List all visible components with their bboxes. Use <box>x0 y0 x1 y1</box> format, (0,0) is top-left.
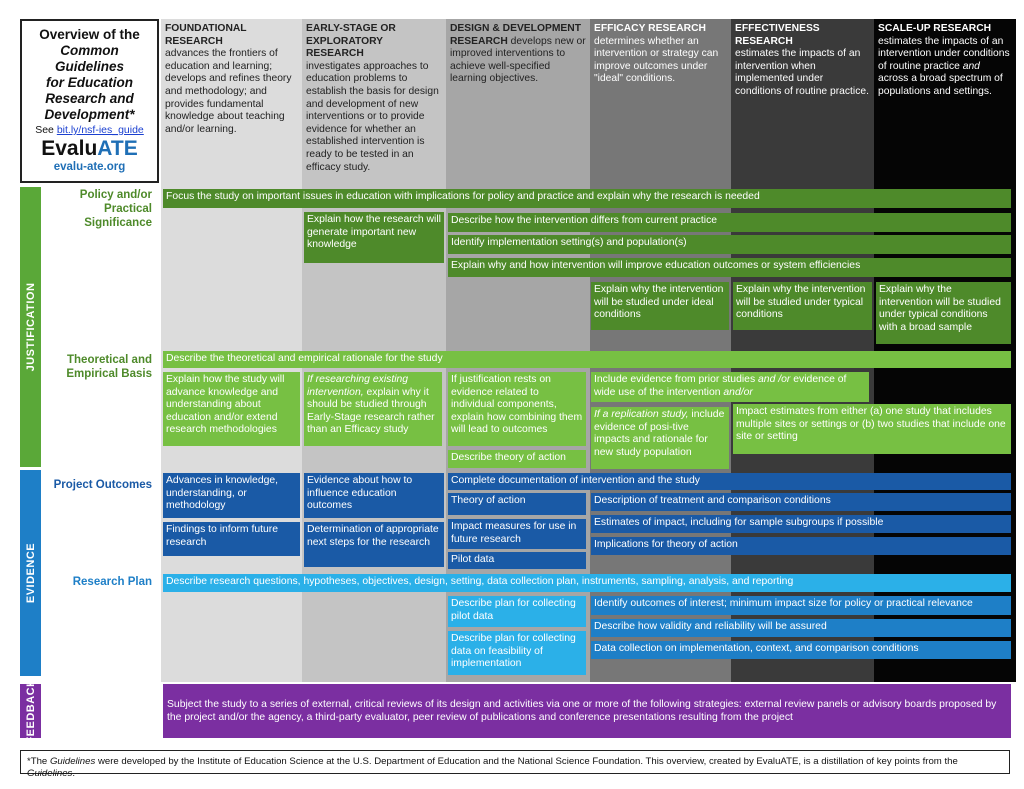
policy-all-cell: Focus the study on important issues in education with implications for policy and practice and explain why the research is needed <box>163 189 1011 208</box>
plan-outcomes-cell: Identify outcomes of interest; minimum impact size for policy or practical relevance <box>591 596 1011 615</box>
plan-validity-cell: Describe how validity and reliability will be assured <box>591 619 1011 637</box>
col-desc-efficacy: determines whether an intervention or strategy can improve outcomes under "ideal" conditions. <box>594 35 719 85</box>
col-title-efficacy: EFFICACY RESEARCH <box>594 23 706 34</box>
section-justification-label: JUSTIFICATION <box>24 282 37 372</box>
footnote-c: . <box>72 768 76 779</box>
theory-replication-italic: If a replication study, <box>594 409 689 420</box>
plan-pilot-cell: Describe plan for collecting pilot data <box>448 596 586 627</box>
out-implications-cell: Implications for theory of action <box>591 537 1011 555</box>
out-found-knowledge-cell: Advances in knowledge, understanding, or methodology <box>163 473 300 518</box>
policy-effective-cell: Explain why the intervention will be studied under typical conditions <box>733 282 872 330</box>
title-line-4: Research and <box>45 91 134 106</box>
theory-explore-italic: If researching existing intervention, <box>307 374 409 398</box>
theory-impact-cell: Impact estimates from either (a) one study that includes multiple sites or settings or (b) two studies that include one site or setting <box>733 404 1011 454</box>
section-evidence-label: EVIDENCE <box>24 542 37 604</box>
row-label-plan: Research Plan <box>72 576 152 588</box>
theory-replication-cell <box>591 407 729 469</box>
plan-collection-cell: Data collection on implementation, context, and comparison conditions <box>591 641 1011 659</box>
out-estimates-cell: Estimates of impact, including for sample subgroups if possible <box>591 515 1011 533</box>
col-desc-scaleup-b: across a broad spectrum of populations and settings. <box>878 73 1003 97</box>
col-desc-exploratory: investigates approaches to education problems to establish the basis for design and development of new interventions or to provide evidence for whether an established intervention is ready to be tested in an efficacy study. <box>306 60 439 173</box>
logo-ate: ATE <box>97 137 138 160</box>
col-title-exploratory: EARLY-STAGE OR EXPLORATORY RESEARCH <box>306 23 396 60</box>
theory-explore-cell <box>304 372 442 446</box>
col-desc-scaleup-a: estimates the impacts of an intervention under conditions of routine practice <box>878 35 1010 72</box>
theory-found-cell: Explain how the study will advance knowledge and understanding about education and/or extend research methodologies <box>163 372 300 446</box>
logo-eval: Evalu <box>41 137 98 160</box>
col-desc-foundational: advances the frontiers of education and learning; develops and refines theory and methodology; and provides fundamental knowledge about teaching and/or learning. <box>165 48 292 135</box>
out-complete-cell: Complete documentation of intervention and the study <box>448 473 1011 490</box>
footnote <box>20 750 1010 779</box>
row-label-policy: Policy and/or Practical Significance <box>79 189 152 229</box>
out-found-findings-cell: Findings to inform future research <box>163 522 300 556</box>
col-head-exploratory <box>302 19 446 174</box>
out-impact-measures-cell: Impact measures for use in future research <box>448 519 586 549</box>
theory-design-action-cell: Describe theory of action <box>448 450 586 468</box>
out-theory-cell: Theory of action <box>448 493 586 515</box>
see-line <box>25 123 154 137</box>
theory-design-cell: If justification rests on evidence related to individual components, explain how combining them will lead to outcomes <box>448 372 586 446</box>
see-label: See <box>35 124 54 136</box>
out-explore-next-cell: Determination of appropriate next steps for the research <box>304 522 444 567</box>
policy-explore-cell: Explain how the research will generate important new knowledge <box>304 212 444 263</box>
col-head-scaleup <box>874 19 1016 99</box>
col-desc-effectiveness: estimates the impacts of an intervention when implemented under conditions of routine practice. <box>735 48 869 97</box>
col-title-scaleup: SCALE-UP RESEARCH <box>878 23 992 34</box>
title-line-3: for Education <box>46 75 133 90</box>
col-desc-scaleup-and: and <box>962 60 980 72</box>
evaluate-logo <box>25 137 154 161</box>
section-feedback <box>20 678 41 744</box>
out-treatment-cell: Description of treatment and comparison conditions <box>591 493 1011 511</box>
theory-prior-a: Include evidence from prior studies <box>594 374 759 385</box>
section-evidence <box>20 470 41 676</box>
col-title-design: DESIGN & DEVELOPMENT RESEARCH <box>450 23 582 47</box>
col-title-foundational: FOUNDATIONAL RESEARCH <box>165 23 247 47</box>
out-pilot-cell: Pilot data <box>448 552 586 569</box>
plan-all-cell: Describe research questions, hypotheses, objectives, design, setting, data collection plan, instruments, sampling, analysis, and reporting <box>163 574 1011 592</box>
site-url: evalu-ate.org <box>53 161 126 173</box>
feedback-cell: Subject the study to a series of external, critical reviews of its design and activities via one or more of the following strategies: external review panels or advisory boards proposed by the project and/or the agency, a third-party evaluator, peer review of publications and conference presentations resulting from the project <box>163 684 1011 738</box>
theory-prior-b: evidence of wide use of the intervention <box>594 374 847 398</box>
policy-differs-cell: Describe how the intervention differs from current practice <box>448 213 1011 232</box>
section-feedback-label: FEEDBACK <box>24 678 37 744</box>
row-label-outcomes: Project Outcomes <box>53 479 152 491</box>
theory-prior-cell <box>591 372 869 402</box>
title-line-5: Development* <box>44 107 135 122</box>
row-label-theory: Theoretical and Empirical Basis <box>66 354 152 380</box>
title-line-1: Overview of the <box>39 27 140 42</box>
out-explore-evidence-cell: Evidence about how to influence education outcomes <box>304 473 444 518</box>
theory-prior-andor: and/or <box>723 386 753 398</box>
theory-prior-and: and /or <box>758 374 791 385</box>
col-title-effectiveness: EFFECTIVENESS RESEARCH <box>735 23 820 47</box>
footnote-guidelines-2: Guidelines <box>27 768 73 779</box>
policy-efficacy-cell: Explain why the intervention will be studied under ideal conditions <box>591 282 729 330</box>
col-head-efficacy <box>590 19 731 86</box>
theory-all-cell: Describe the theoretical and empirical rationale for the study <box>163 351 1011 368</box>
footnote-a: *The <box>27 756 50 767</box>
policy-why-how-cell: Explain why and how intervention will improve education outcomes or system efficiencies <box>448 258 1011 277</box>
title-box <box>20 19 159 183</box>
plan-feasibility-cell: Describe plan for collecting data on feasibility of implementation <box>448 631 586 675</box>
col-head-effectiveness <box>731 19 874 99</box>
col-desc-design: develops new or improved interventions to achieve well-specified learning objectives. <box>450 35 586 85</box>
policy-setting-cell: Identify implementation setting(s) and population(s) <box>448 235 1011 254</box>
footnote-b: were developed by the Institute of Education Science at the U.S. Department of Education and the National Science Foundation. This overview, created by EvaluATE, is a distillation of key points from the <box>95 756 958 767</box>
theory-explore-text: explain why it should be studied through Early-Stage research rather than an Efficacy study <box>307 386 435 435</box>
footnote-guidelines: Guidelines <box>49 756 96 767</box>
theory-replication-text: include evidence of posi-tive impacts and rationale for new study population <box>594 409 725 458</box>
col-head-foundational <box>161 19 302 136</box>
col-head-design <box>446 19 590 86</box>
policy-scaleup-cell: Explain why the intervention will be studied under typical conditions with a broad sample <box>876 282 1011 344</box>
guidelines-link[interactable]: bit.ly/nsf-ies_guide <box>56 124 144 136</box>
title-line-2: Common Guidelines <box>54 43 125 74</box>
section-justification <box>20 187 41 467</box>
